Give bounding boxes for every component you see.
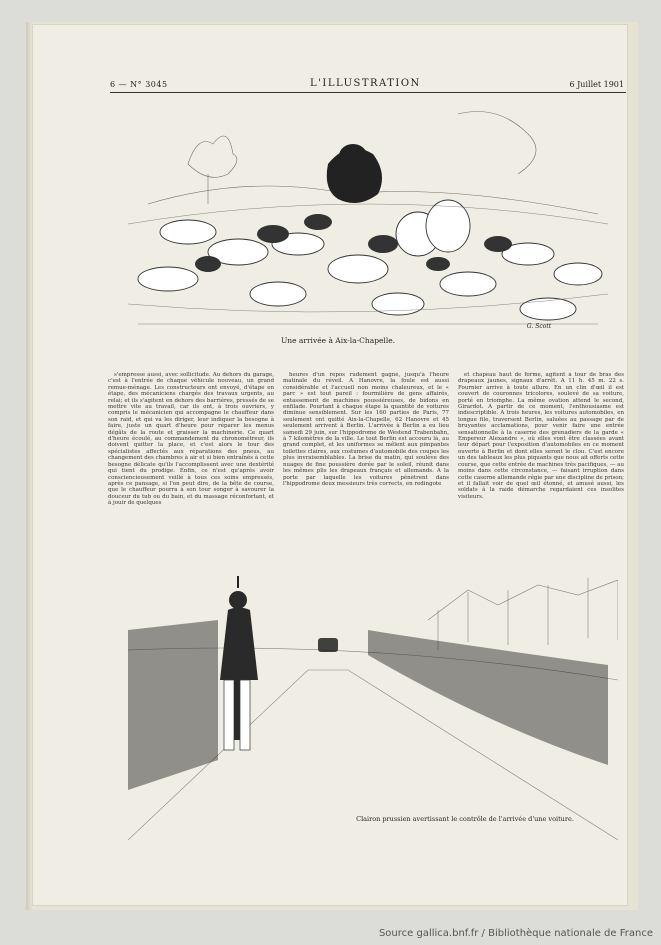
artist-signature: G. Scott	[526, 323, 552, 330]
illustration-crowd-arrival	[128, 104, 608, 340]
crowd-drawing	[128, 104, 608, 340]
text-column-3	[458, 372, 624, 544]
source-footer: Source gallica.bnf.fr / Bibliothèque nationale de France	[378, 928, 653, 939]
column-1-text: s'empresse aussi, avec sollicitude. Au dehors du garage, c'est à l'entrée de chaque véhicule nouveau, un grand remue-ménage. Les constructeurs ont envoyé, d'étape en étape, des mécaniciens chargés des travaux urgents, au relai; et ils s'agitent en dehors des barrières, pressés de se mettre vite au travail, car ils ont, à trois ouvriers, y compris le mécanicien qui accompagne le chauffeur dans son raid, et qui va les diriger, leur indiquer la besogne à faire, juste un quart d'heure pour réparer les menus dégâts de la route et graisser la machinerie. Ce quart d'heure écoulé, au commandement du chronométreur, ils doivent quitter la place, et c'est alors le tour des spécialistes affectés aux réparations des pneus, au changement des chambres à air et si bien entraînés à cette besogne délicate qu'ils l'accomplissent avec une dextérité qui tient du prodige. Enfin, ce n'est qu'après avoir consciencieusement veillé à tous ces soins empressés, après ce pansage, si l'on peut dire, de la bête de course, que le chauffeur pourra à son tour songer à savourer la douceur du tub ou du bain, et du massage réconfortant, et à jouir de quelques	[108, 372, 274, 507]
header-rule	[110, 92, 626, 93]
page-header	[110, 78, 630, 92]
illustration-prussian-bugler	[128, 530, 618, 840]
page-number: 6 — N° 3045	[110, 80, 168, 89]
text-column-1	[108, 372, 274, 544]
column-3-text: et chapeau haut de forme, agitent à tour de bras des drapeaux jaunes, signaux d'arrêt. A 11 h. 45 m. 22 s. Fournier arrive à toute allure. En un clin d'œil il est couvert de couronnes tricolores, soulevé de sa voiture, porté en triomphe. La même ovation attend le second, Girardot. A partir de ce moment, l'enthousiasme est indescriptible. A trois heures, les voitures automobiles, en longue file, traversent Berlin, saluées au passage par de bruyantes acclamations, pour venir faire une entrée sensationnelle à la caserne des grenadiers de la garde « Empereur Alexandre », où elles vont être classées avant leur départ pour l'exposition d'automobiles en ce moment ouverte à Berlin et dont elles seront le clou. C'est encore un des tableaux les plus piquants que nous ait offerts cette course, que cette entrée de machines très pacifiques, — au moins dans cette circonstance, — faisant irruption dans cette caserne allemande régie par une discipline de prison; et il fallait voir de quel œil étonné, et amusé aussi, les soldats à la raide démarche regardaient ces insolites visiteurs.	[458, 372, 624, 500]
column-2-text: heures d'un repos rudement gagné, jusqu'à l'heure matinale du réveil. A Hanovre, la foule est aussi considérable et l'accueil non moins chaleureux, et le « parc » est tout pareil : fourmilière de gens affairés, entassement de machines poussiéreuses, de bidons en enfilade. Pourtant à chaque étape la quantité de voitures diminue sensiblement. Sur les 160 parties de Paris, 77 seulement ont quitté Aix-la-Chapelle, 62 Hanovre et 45 seulement arrivent à Berlin. L'arrivée à Berlin a eu lieu samedi 29 juin, sur l'hippodrome de Westend Trabenbahn, à 7 kilomètres de la ville. Le tout Berlin est accouru là, au grand complet, et les uniformes se mêlent aux pimpantes toilettes claires, aux costumes d'automobile des coupes les plus invraisemblables. La brise du matin, qui soulève des nuages de fine poussière dorée par le soleil, réunit dans les mêmes plis les drapeaux français et allemands. A la porte par laquelle les voitures pénètrent dans l'hippodrome deux messieurs très corrects, en redingote	[283, 372, 449, 487]
issue-date: 6 Juillet 1901	[569, 80, 624, 89]
figure-caption-bottom: Clairon prussien avertissant le contrôle de l'arrivée d'une voiture.	[356, 815, 574, 823]
journal-title: L'ILLUSTRATION	[310, 78, 421, 89]
text-column-2	[283, 372, 449, 544]
figure-caption-top: Une arrivée à Aix-la-Chapelle.	[280, 336, 396, 345]
bugler-drawing	[128, 530, 618, 840]
